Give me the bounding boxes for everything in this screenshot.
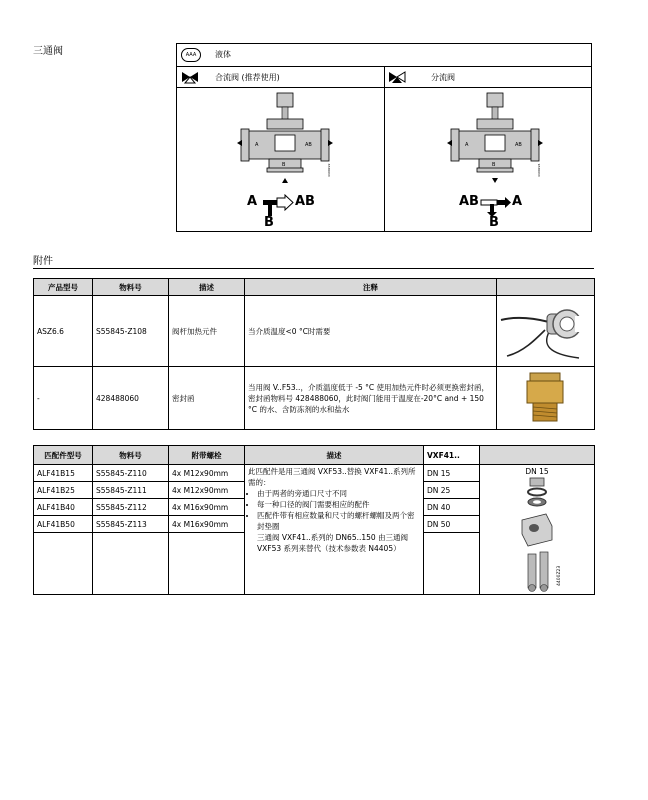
row-desc: 密封函 xyxy=(169,367,245,430)
fluid-label: 液体 xyxy=(215,50,231,59)
row-bolts: 4x M16x90mm xyxy=(169,499,245,516)
diverting-port-ab: AB xyxy=(515,142,522,148)
mixing-code: 4400Z22 xyxy=(327,163,331,177)
row-model: ALF41B40 xyxy=(34,499,93,516)
mixing-flow-ab: AB xyxy=(295,194,315,209)
row-bolts: 4x M12x90mm xyxy=(169,482,245,499)
accessories-title: 附件 xyxy=(33,256,53,267)
row-bolts: 4x M16x90mm xyxy=(169,516,245,533)
header-image xyxy=(497,279,595,296)
desc-bullet: • 匹配件带有相应数量和尺寸的螺杆螺帽及两个密封垫圈 xyxy=(257,510,420,532)
header-bolts: 附带螺栓 xyxy=(169,446,245,465)
row-part: 428488060 xyxy=(93,367,169,430)
diverting-flow-ab: AB xyxy=(459,194,479,209)
row-dn: DN 40 xyxy=(424,499,480,516)
image-label: DN 15 xyxy=(525,467,549,476)
row-desc: 阀杆加热元件 xyxy=(169,296,245,367)
accessories-table xyxy=(33,278,595,430)
image-code: 4400Z23 xyxy=(557,565,562,586)
row-bolts: 4x M12x90mm xyxy=(169,465,245,482)
desc-outro: 三通阀 VXF41..系列的 DN65..150 由三通阀 VXF53 系列来替代（技术参数表 N4405） xyxy=(257,533,409,553)
diverting-valve-drawing xyxy=(447,91,543,183)
row-note: 当介质温度<0 °C时需要 xyxy=(245,296,497,367)
seal-gland-image xyxy=(497,367,593,427)
diverting-code: 4400Z24 xyxy=(537,163,541,177)
mixing-valve-drawing xyxy=(237,91,333,183)
row-dn: DN 50 xyxy=(424,516,480,533)
header-desc: 描述 xyxy=(169,279,245,296)
valve-table xyxy=(176,43,592,232)
mixing-port-b: B xyxy=(282,162,286,168)
row-model: ALF41B50 xyxy=(34,516,93,533)
header-part: 物料号 xyxy=(93,446,169,465)
table-row xyxy=(34,296,595,367)
header-model: 产品型号 xyxy=(34,279,93,296)
row-model: ASZ6.6 xyxy=(34,296,93,367)
row-part: S55845-Z113 xyxy=(93,516,169,533)
row-note: 当用阀 V..F53..，介质温度低于 -5 °C 使用加热元件时必须更换密封函，密封函物料号 428488060，此时阀门能用于温度在-20°C and + 150 °C 的水、含防冻剂的水和盐水 xyxy=(245,367,497,430)
row-dn: DN 15 xyxy=(424,465,480,482)
mixing-flow-a: A xyxy=(247,194,258,209)
mixing-valve-symbol-icon xyxy=(181,71,199,84)
table-row xyxy=(34,465,595,482)
diverting-label: 分流阀 xyxy=(431,73,455,82)
section-title: 三通阀 xyxy=(33,46,63,57)
match-description xyxy=(245,465,424,595)
header-desc: 描述 xyxy=(245,446,424,465)
diverting-valve-symbol-icon xyxy=(388,71,406,84)
header-model: 匹配件型号 xyxy=(34,446,93,465)
diverting-port-b: B xyxy=(492,162,496,168)
header-note: 注释 xyxy=(245,279,497,296)
row-part: S55845-Z110 xyxy=(93,465,169,482)
stem-heater-image xyxy=(497,296,593,364)
desc-intro: 此匹配件是用三通阀 VXF53..替换 VXF41..系列所需的： xyxy=(248,467,416,487)
row-part: S55845-Z111 xyxy=(93,482,169,499)
match-image-cell xyxy=(480,465,595,595)
desc-bullet: • 由于两者的旁通口尺寸不同 xyxy=(257,488,420,499)
row-model: - xyxy=(34,367,93,430)
header-image xyxy=(480,446,595,465)
table-row xyxy=(34,367,595,430)
row-model: ALF41B15 xyxy=(34,465,93,482)
row-model: ALF41B25 xyxy=(34,482,93,499)
diverting-port-a: A xyxy=(465,142,469,148)
header-vxf41: VXF41.. xyxy=(424,446,480,465)
mixing-port-a: A xyxy=(255,142,259,148)
matching-parts-image xyxy=(480,476,593,594)
header-part: 物料号 xyxy=(93,279,169,296)
row-dn: DN 25 xyxy=(424,482,480,499)
desc-bullet: • 每一种口径的阀门需要相应的配件 xyxy=(257,499,420,510)
fluid-icon: AAA xyxy=(181,48,201,62)
row-part: S55845-Z112 xyxy=(93,499,169,516)
divider xyxy=(33,268,594,269)
diverting-flow-b: B xyxy=(489,215,499,230)
mixing-port-ab: AB xyxy=(305,142,312,148)
mixing-label: 合流阀 (推荐使用) xyxy=(215,73,280,82)
matching-table xyxy=(33,445,595,595)
mixing-flow-b: B xyxy=(264,215,274,230)
diverting-flow-a: A xyxy=(512,194,523,209)
row-part: S55845-Z108 xyxy=(93,296,169,367)
